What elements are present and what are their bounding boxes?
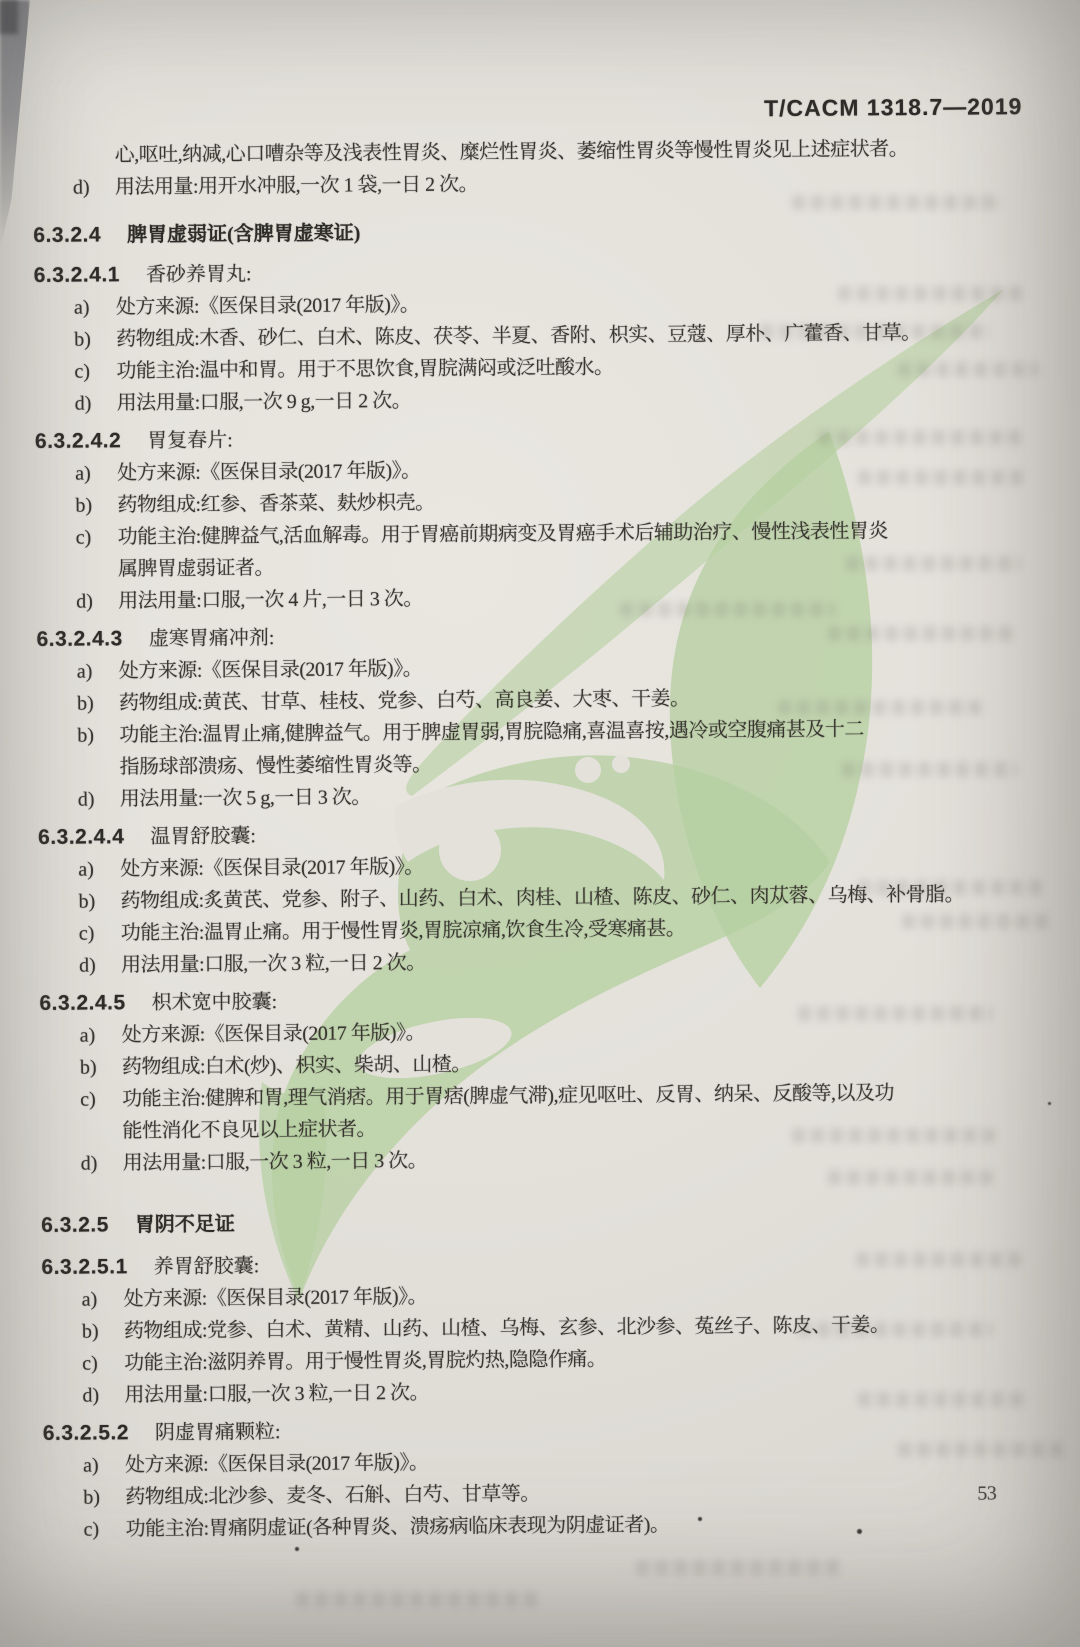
- document-body: [0, 132, 1080, 1546]
- item-text: 功能主治:健脾和胃,理气消痞。用于胃痞(脾虚气滞),症见呕吐、反胃、纳呆、反酸等,以及功: [122, 1082, 895, 1111]
- item-label: d): [76, 590, 94, 613]
- item-label: a): [82, 1454, 99, 1477]
- subsection-title: 虚寒胃痛冲剂:: [148, 627, 275, 651]
- section-number: 6.3.2.5: [41, 1213, 109, 1237]
- item-label: a): [79, 1024, 96, 1047]
- item-label: b): [77, 724, 95, 747]
- section-heading: [3, 1202, 1080, 1242]
- subsection-title: 养胃舒胶囊:: [153, 1255, 260, 1279]
- subsection-number: 6.3.2.4.1: [33, 263, 121, 287]
- item-label: c): [83, 1518, 100, 1541]
- item-text: 药物组成:党参、白术、黄精、山药、山楂、乌梅、玄参、北沙参、菟丝子、陈皮、干姜。: [123, 1314, 890, 1343]
- page-number: 53: [977, 1482, 997, 1505]
- subsection-title: 阴虚胃痛颗粒:: [154, 1421, 281, 1445]
- item-text: 用法用量:用开水冲服,一次 1 袋,一日 2 次。: [114, 173, 479, 199]
- item-label: d): [80, 1152, 98, 1175]
- item-label: b): [79, 1056, 97, 1079]
- item-label: b): [81, 1320, 99, 1343]
- line-text: 指肠球部溃疡、慢性萎缩性胃炎等。: [119, 753, 432, 779]
- section-number: 6.3.2.4: [33, 223, 102, 247]
- item-label: a): [78, 858, 94, 881]
- item-text: 药物组成:北沙参、麦冬、石斛、白芍、甘草等。: [125, 1483, 540, 1509]
- item-text: 用法用量:口服,一次 9 g,一日 2 次。: [116, 389, 412, 415]
- item-text: 用法用量:口服,一次 3 粒,一日 2 次。: [121, 951, 426, 977]
- line-text: 心,呕吐,纳减,心口嘈杂等及浅表性胃炎、糜烂性胃炎、萎缩性胃炎等慢性胃炎见上述症状者。: [114, 138, 909, 167]
- section-title: 胃阴不足证: [134, 1213, 235, 1237]
- item-text: 药物组成:木香、砂仁、白术、陈皮、茯苓、半夏、香附、枳实、豆蔻、厚朴、广藿香、甘草。: [116, 321, 921, 351]
- item-text: 药物组成:炙黄芪、党参、附子、山药、白术、肉桂、山楂、陈皮、砂仁、肉苁蓉、乌梅、补骨脂。: [120, 883, 965, 913]
- item-text: 处方来源:《医保目录(2017 年版)》。: [120, 855, 424, 881]
- item-label: d): [74, 392, 92, 415]
- subsection-number: 6.3.2.4.5: [39, 991, 126, 1015]
- subsection-title: 枳术宽中胶囊:: [151, 991, 278, 1015]
- item-label: d): [82, 1384, 100, 1407]
- section-title: 脾胃虚弱证(含脾胃虚寒证): [127, 222, 361, 247]
- item-label: c): [78, 922, 95, 945]
- document-code-header: T/CACM 1318.7—2019: [763, 93, 1023, 122]
- subsection-number: 6.3.2.5.2: [42, 1421, 130, 1445]
- item-text: 用法用量:口服,一次 3 粒,一日 2 次。: [124, 1381, 430, 1407]
- item-label: a): [81, 1288, 98, 1311]
- line-text: 能性消化不良见以上症状者。: [122, 1118, 376, 1143]
- item-label: b): [76, 692, 94, 715]
- item-label: d): [79, 954, 96, 977]
- item-text: 处方来源:《医保目录(2017 年版)》。: [124, 1451, 429, 1477]
- item-text: 用法用量:一次 5 g,一日 3 次。: [119, 786, 371, 811]
- item-label: b): [83, 1486, 101, 1509]
- item-label: d): [72, 176, 90, 199]
- item-text: 处方来源:《医保目录(2017 年版)》。: [121, 1021, 426, 1047]
- item-text: 用法用量:口服,一次 3 粒,一日 3 次。: [122, 1149, 428, 1175]
- item-text: 功能主治:胃痛阴虚证(各种胃炎、溃疡病临床表现为阴虚证者)。: [125, 1514, 670, 1541]
- item-text: 药物组成:白术(炒)、枳实、柴胡、山楂。: [121, 1053, 471, 1079]
- subsection-number: 6.3.2.4.4: [38, 825, 125, 849]
- item-text: 药物组成:黄芪、甘草、桂枝、党参、白芍、高良姜、大枣、干姜。: [118, 687, 690, 715]
- item-text: 处方来源:《医保目录(2017 年版)》。: [118, 657, 423, 683]
- subsection-title: 温胃舒胶囊:: [150, 825, 256, 849]
- subsection-number: 6.3.2.4.2: [34, 429, 122, 453]
- item-label: a): [76, 660, 93, 683]
- item-text: 功能主治:健脾益气,活血解毒。用于胃癌前期病变及胃癌手术后辅助治疗、慢性浅表性胃炎: [117, 520, 888, 549]
- item-label: c): [80, 1088, 96, 1111]
- item-text: 功能主治:温胃止痛。用于慢性胃炎,胃脘凉痛,饮食生冷,受寒痛甚。: [120, 917, 686, 945]
- subsection-number: 6.3.2.4.3: [36, 627, 123, 651]
- section-heading: [0, 212, 1075, 252]
- item-label: b): [78, 890, 96, 913]
- item-label: b): [74, 328, 91, 351]
- item-text: 药物组成:红参、香茶菜、麸炒枳壳。: [117, 491, 435, 517]
- item-text: 处方来源:《医保目录(2017 年版)》。: [123, 1285, 428, 1311]
- item-text: 用法用量:口服,一次 4 片,一日 3 次。: [118, 587, 423, 613]
- item-text: 功能主治:温中和胃。用于不思饮食,胃脘满闷或泛吐酸水。: [116, 356, 614, 383]
- item-label: c): [74, 360, 91, 383]
- item-label: b): [75, 494, 93, 517]
- item-label: c): [82, 1352, 98, 1375]
- item-text: 处方来源:《医保目录(2017 年版)》。: [115, 293, 420, 319]
- item-text: 功能主治:温胃止痛,健脾益气。用于脾虚胃弱,胃脘隐痛,喜温喜按,遇冷或空腹痛甚及十二: [119, 718, 864, 747]
- item-label: a): [73, 296, 90, 319]
- item-text: 功能主治:滋阴养胃。用于慢性胃炎,胃脘灼热,隐隐作痛。: [124, 1348, 607, 1375]
- item-label: a): [75, 462, 91, 485]
- subsection-title: 胃复春片:: [147, 429, 233, 453]
- line-text: 属脾胃虚弱证者。: [117, 557, 275, 581]
- subsection-number: 6.3.2.5.1: [41, 1255, 128, 1279]
- item-text: 处方来源:《医保目录(2017 年版)》。: [117, 459, 421, 485]
- item-label: c): [75, 526, 92, 549]
- subsection-title: 香砂养胃丸:: [145, 263, 252, 287]
- item-label: d): [77, 788, 95, 811]
